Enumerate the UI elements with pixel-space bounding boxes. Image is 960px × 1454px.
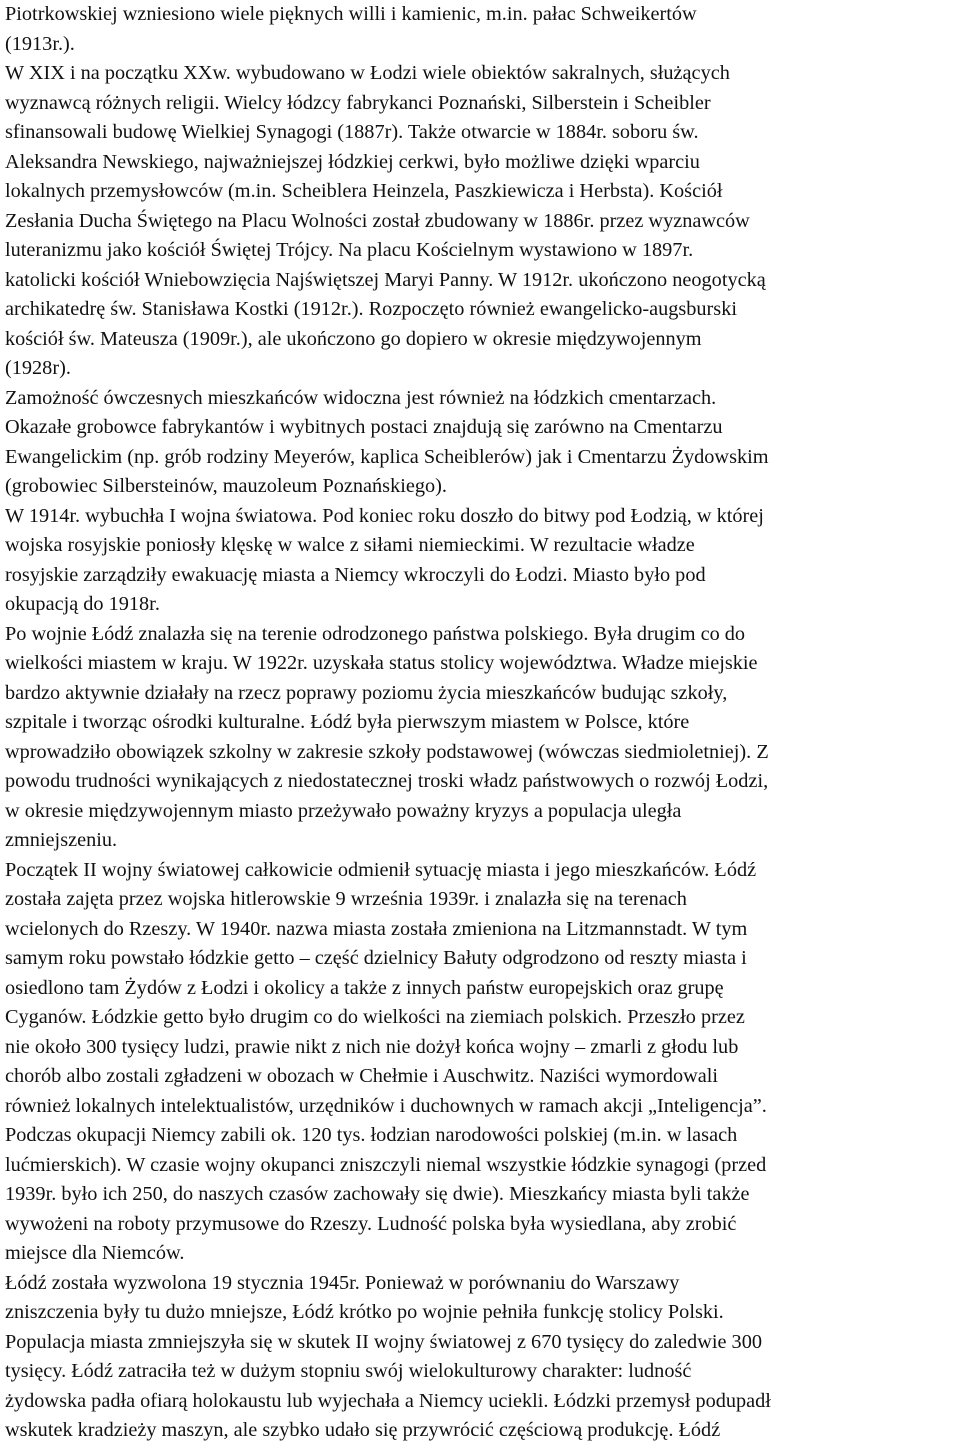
text-line: Łódź została wyzwolona 19 stycznia 1945r. Ponieważ w porównaniu do Warszawy bbox=[5, 1271, 680, 1294]
text-line: również lokalnych intelektualistów, urzędników i duchownych w ramach akcji „Inteligencja”. bbox=[5, 1094, 767, 1117]
text-line: nie około 300 tysięcy ludzi, prawie nikt z nich nie dożył końca wojny – zmarli z głodu lub bbox=[5, 1035, 739, 1058]
text-line: sfinansowali budowę Wielkiej Synagogi (1887r). Także otwarcie w 1884r. soboru św. bbox=[5, 121, 699, 143]
text-line: miejsce dla Niemców. bbox=[5, 1242, 185, 1264]
text-line: W 1914r. wybuchła I wojna światowa. Pod koniec roku doszło do bitwy pod Łodzią, w której bbox=[5, 504, 764, 527]
text-line: osiedlono tam Żydów z Łodzi i okolicy a także z innych państw europejskich oraz grupę bbox=[5, 976, 724, 999]
text-line: powodu trudności wynikających z niedostatecznej troski władz państwowych o rozwój Łodzi, bbox=[5, 770, 769, 792]
text-line: archikatedrę św. Stanisława Kostki (1912r.). Rozpoczęto również ewangelicko-augsburski bbox=[5, 298, 737, 320]
text-line: (1913r.). bbox=[5, 32, 75, 55]
text-line: Piotrkowskiej wzniesiono wiele pięknych willi i kamienic, m.in. pałac Schweikertów bbox=[5, 3, 697, 25]
document-page bbox=[5, 0, 955, 1446]
text-line: Zesłania Ducha Świętego na Placu Wolności został zbudowany w 1886r. przez wyznawców bbox=[5, 209, 750, 232]
text-line: zniszczenia były tu dużo mniejsze, Łódź krótko po wojnie pełniła funkcję stolicy Polski. bbox=[5, 1301, 724, 1323]
text-line: Okazałe grobowce fabrykantów i wybitnych postaci znajdują się zarówno na Cmentarzu bbox=[5, 416, 723, 438]
text-line: została zajęta przez wojska hitlerowskie 9 września 1939r. i znalazła się na terenach bbox=[5, 888, 687, 910]
text-line: samym roku powstało łódzkie getto – część dzielnicy Bałuty odgrodzono od reszty miasta i bbox=[5, 947, 747, 969]
text-line: szpitale i tworząc ośrodki kulturalne. Łódź była pierwszym miastem w Polsce, które bbox=[5, 711, 690, 733]
text-line: wcielonych do Rzeszy. W 1940r. nazwa miasta została zmieniona na Litzmannstadt. W tym bbox=[5, 917, 748, 940]
text-line: Cyganów. Łódzkie getto było drugim co do wielkości na ziemiach polskich. Przeszło przez bbox=[5, 1006, 745, 1028]
text-line: wyznawcą różnych religii. Wielcy łódzcy fabrykanci Poznański, Silberstein i Scheibler bbox=[5, 91, 711, 114]
text-line: katolicki kościół Wniebowzięcia Najświętszej Maryi Panny. W 1912r. ukończono neogotycką bbox=[5, 268, 766, 291]
text-line: wielkości miastem w kraju. W 1922r. uzyskała status stolicy województwa. Władze miejskie bbox=[5, 652, 758, 674]
text-line: luteranizmu jako kościół Świętej Trójcy. Na placu Kościelnym wystawiono w 1897r. bbox=[5, 239, 694, 261]
text-line: (1928r). bbox=[5, 357, 71, 379]
text-line: zmniejszeniu. bbox=[5, 829, 118, 851]
text-line: bardzo aktywnie działały na rzecz poprawy poziomu życia mieszkańców budując szkoły, bbox=[5, 681, 728, 704]
text-line: Po wojnie Łódź znalazła się na terenie odrodzonego państwa polskiego. Była drugim co do bbox=[5, 622, 746, 645]
text-line: lokalnych przemysłowców (m.in. Scheiblera Heinzela, Paszkiewicza i Herbsta). Kościół bbox=[5, 180, 723, 202]
text-line: Początek II wojny światowej całkowicie odmienił sytuację miasta i jego mieszkańców. Łódź bbox=[5, 858, 757, 881]
text-line: (grobowiec Silbersteinów, mauzoleum Poznańskiego). bbox=[5, 475, 447, 497]
text-line: chorób albo zostali zgładzeni w obozach w Chełmie i Auschwitz. Naziści wymordowali bbox=[5, 1065, 719, 1087]
text-line: Aleksandra Newskiego, najważniejszej łódzkiej cerkwi, było możliwe dzięki wparciu bbox=[5, 150, 700, 173]
text-line: w okresie międzywojennym miasto przeżywało poważny kryzys a populacja uległa bbox=[5, 799, 682, 822]
text-line: wprowadziło obowiązek szkolny w zakresie szkoły podstawowej (wówczas siedmioletniej). Z bbox=[5, 740, 769, 763]
text-line: W XIX i na początku XXw. wybudowano w Łodzi wiele obiektów sakralnych, służących bbox=[5, 62, 730, 84]
text-line: Zamożność ówczesnych mieszkańców widoczna jest również na łódzkich cmentarzach. bbox=[5, 386, 717, 409]
text-line: wskutek kradzieży maszyn, ale szybko udało się przywrócić częściową produkcję. Łódź bbox=[5, 1419, 721, 1441]
text-line: Podczas okupacji Niemcy zabili ok. 120 tys. łodzian narodowości polskiej (m.in. w lasach bbox=[5, 1124, 738, 1146]
text-line: 1939r. było ich 250, do naszych czasów zachowały się dwie). Mieszkańcy miasta byli także bbox=[5, 1183, 750, 1205]
text-line: kościół św. Mateusza (1909r.), ale ukończono go dopiero w okresie międzywojennym bbox=[5, 327, 702, 350]
text-line: wywożeni na roboty przymusowe do Rzeszy. Ludność polska była wysiedlana, aby zrobić bbox=[5, 1212, 737, 1235]
text-line: okupacją do 1918r. bbox=[5, 593, 160, 615]
text-line: tysięcy. Łódź zatraciła też w dużym stopniu swój wielokulturowy charakter: ludność bbox=[5, 1360, 692, 1382]
text-line: żydowska padła ofiarą holokaustu lub wyjechała a Niemcy uciekli. Łódzki przemysł podupadł bbox=[5, 1389, 771, 1412]
text-line: wojska rosyjskie poniosły klęskę w walce z siłami niemieckimi. W rezultacie władze bbox=[5, 534, 695, 556]
text-line: Populacja miasta zmniejszyła się w skutek II wojny światowej z 670 tysięcy do zaledwie 300 bbox=[5, 1330, 762, 1353]
text-line: Ewangelickim (np. grób rodziny Meyerów, kaplica Scheiblerów) jak i Cmentarzu Żydowskim bbox=[5, 445, 769, 468]
text-line: lućmierskich). W czasie wojny okupanci zniszczyli niemal wszystkie łódzkie synagogi (przed bbox=[5, 1153, 767, 1176]
text-line: rosyjskie zarządziły ewakuację miasta a Niemcy wkroczyli do Łodzi. Miasto było pod bbox=[5, 563, 706, 586]
